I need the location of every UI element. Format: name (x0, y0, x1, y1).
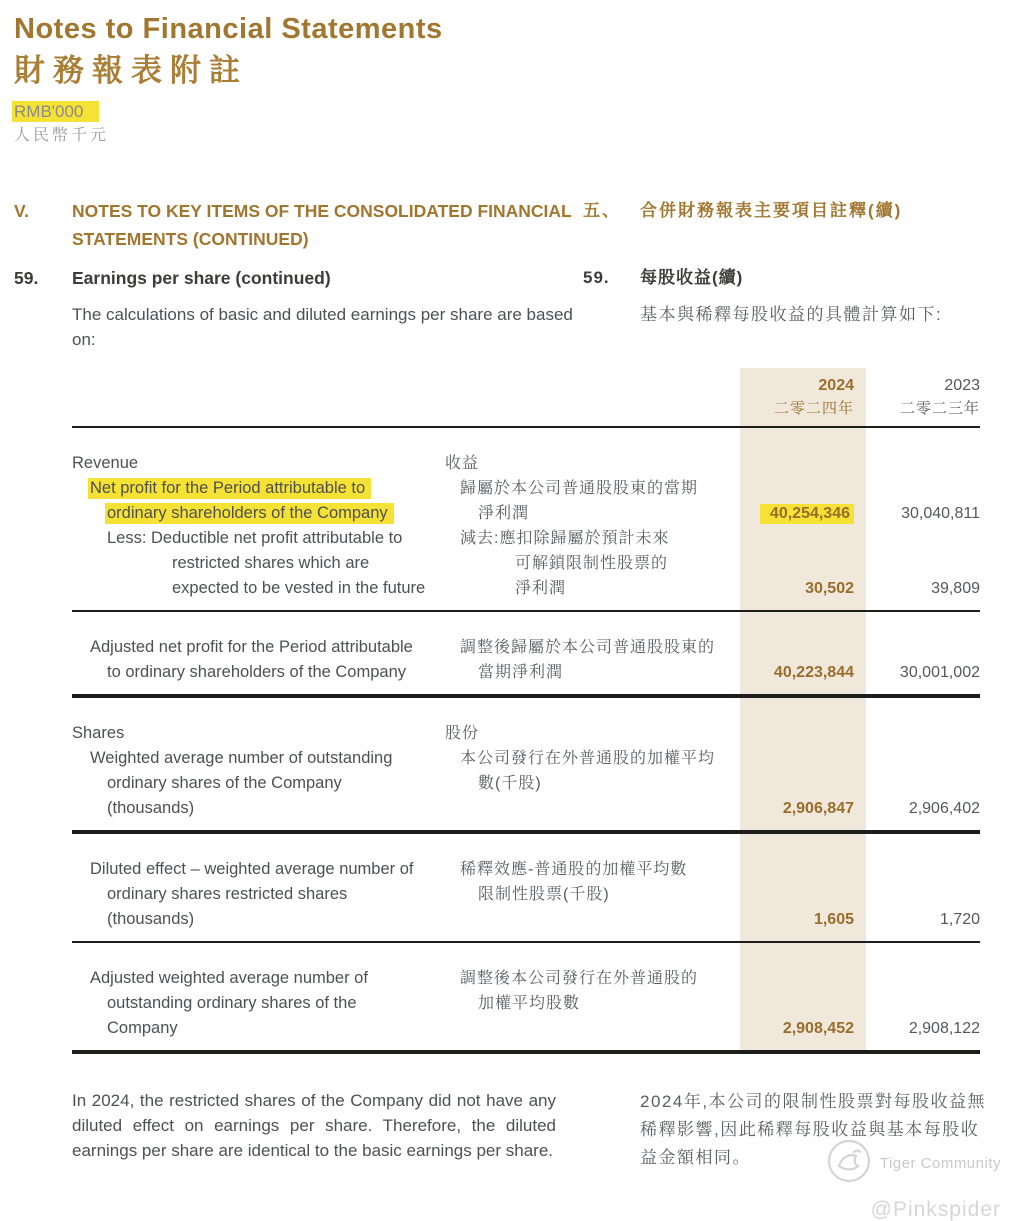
closing-note-zh: 2024年,本公司的限制性股票對每股收益無稀釋影響,因此稀釋每股收益與基本每股收益金額相同。 (640, 1092, 987, 1167)
page-title: Notes to Financial Statements (14, 13, 443, 45)
section-title-en: NOTES TO KEY ITEMS OF THE CONSOLIDATED FINANCIAL STATEMENTS (CONTINUED) (72, 201, 572, 249)
section-number-en: V. (14, 201, 29, 221)
table-rule (72, 1050, 980, 1054)
value-2023: 30,040,811 (901, 505, 980, 522)
currency-note (14, 101, 1023, 123)
eps-table (72, 368, 980, 1054)
section-heading (14, 197, 1023, 253)
currency-note-zh: 人民幣千元 (14, 127, 110, 144)
section-title-zh: 合併財務報表主要項目註釋(續) (640, 201, 903, 220)
currency-note-highlight: RMB'000 (12, 101, 99, 122)
row-label-en: Adjusted weighted average number of outstanding ordinary shares of the Company (90, 969, 368, 1037)
row-label-zh: 調整後本公司發行在外普通股的 加權平均股數 (460, 970, 699, 1012)
row-label-zh: 調整後歸屬於本公司普通股股東的 當期淨利潤 (460, 639, 716, 681)
watermark-community-label: Tiger Community (879, 1155, 1001, 1172)
table-row (72, 635, 980, 685)
intro-en: The calculations of basic and diluted earnings per share are based on: (72, 305, 573, 349)
value-2024: 1,605 (813, 911, 854, 928)
table-row (72, 476, 980, 526)
column-header-2023: 2023 二零二三年 (899, 377, 980, 417)
table-section (72, 834, 980, 941)
table-row (72, 966, 980, 1041)
column-header-2024: 2024 二零二四年 (773, 377, 854, 417)
subsection-title-zh: 每股收益(續) (640, 268, 744, 287)
table-row (72, 746, 980, 821)
intro-zh: 基本與稀釋每股收益的具體計算如下: (640, 305, 943, 324)
value-2023: 39,809 (931, 580, 980, 597)
row-label-zh: 收益 (445, 455, 480, 472)
value-2024: 2,906,847 (782, 800, 854, 817)
value-2023: 2,908,122 (908, 1020, 980, 1037)
row-label-zh: 歸屬於本公司普通股股東的當期 淨利潤 (460, 480, 699, 522)
value-2024 (740, 501, 866, 526)
subsection-number-zh: 59. (583, 268, 610, 287)
row-label-zh: 本公司發行在外普通股的加權平均 數(千股) (460, 750, 716, 792)
intro-paragraphs (14, 302, 1023, 352)
value-2023: 30,001,002 (899, 664, 980, 681)
value-2023: 2,906,402 (908, 800, 980, 817)
row-label-en: Shares (72, 724, 125, 742)
row-label-en: Revenue (72, 454, 139, 472)
table-section (72, 428, 980, 610)
value-2024: 40,223,844 (773, 664, 854, 681)
row-label-zh: 減去:應扣除歸屬於預計未來 可解鎖限制性股票的 淨利潤 (460, 530, 670, 597)
value-2024: 2,908,452 (782, 1020, 854, 1037)
row-label-en: Weighted average number of outstanding ordinary shares of the Company (thousands) (90, 749, 393, 817)
table-row (72, 526, 980, 601)
section-number-zh: 五、 (583, 201, 621, 220)
subsection-title-en: Earnings per share (continued) (72, 268, 331, 288)
value-2023: 1,720 (939, 911, 980, 928)
table-body (72, 428, 980, 1054)
table-section (72, 612, 980, 694)
row-label-en: Diluted effect – weighted average number of ordinary shares restricted shares (thousands) (90, 860, 414, 928)
table-row (72, 857, 980, 932)
highlighted-text: Net profit for the Period attributable to (88, 478, 371, 499)
table-header (72, 368, 980, 426)
table-section (72, 698, 980, 830)
page-title-zh: 財務報表附註 (14, 53, 248, 88)
row-label-en: Less: Deductible net profit attributable to restricted shares which are expected to be vested in the future (107, 529, 426, 597)
highlighted-text: ordinary shareholders of the Company (105, 503, 394, 524)
table-row (72, 721, 980, 746)
row-label-zh: 股份 (445, 725, 480, 742)
value-2024: 30,502 (805, 580, 854, 597)
row-label-en: Adjusted net profit for the Period attributable to ordinary shareholders of the Company (90, 638, 413, 681)
highlighted-value: 40,254,346 (760, 504, 854, 524)
subsection-number-en: 59. (14, 268, 39, 288)
row-label-en (72, 476, 445, 526)
watermark (826, 1138, 1001, 1221)
watermark-handle: @Pinkspider (870, 1198, 1001, 1221)
subsection-heading (14, 265, 1023, 291)
page-header (0, 0, 1023, 147)
tiger-community-logo-icon (826, 1138, 872, 1189)
table-section (72, 943, 980, 1050)
row-label-zh: 稀釋效應-普通股的加權平均數 限制性股票(千股) (460, 861, 688, 903)
table-row (72, 451, 980, 476)
closing-note-en: In 2024, the restricted shares of the Company did not have any diluted effect on earnings per share. Therefore, the diluted earnings per share are identical to the basic earnings per share. (72, 1091, 556, 1160)
